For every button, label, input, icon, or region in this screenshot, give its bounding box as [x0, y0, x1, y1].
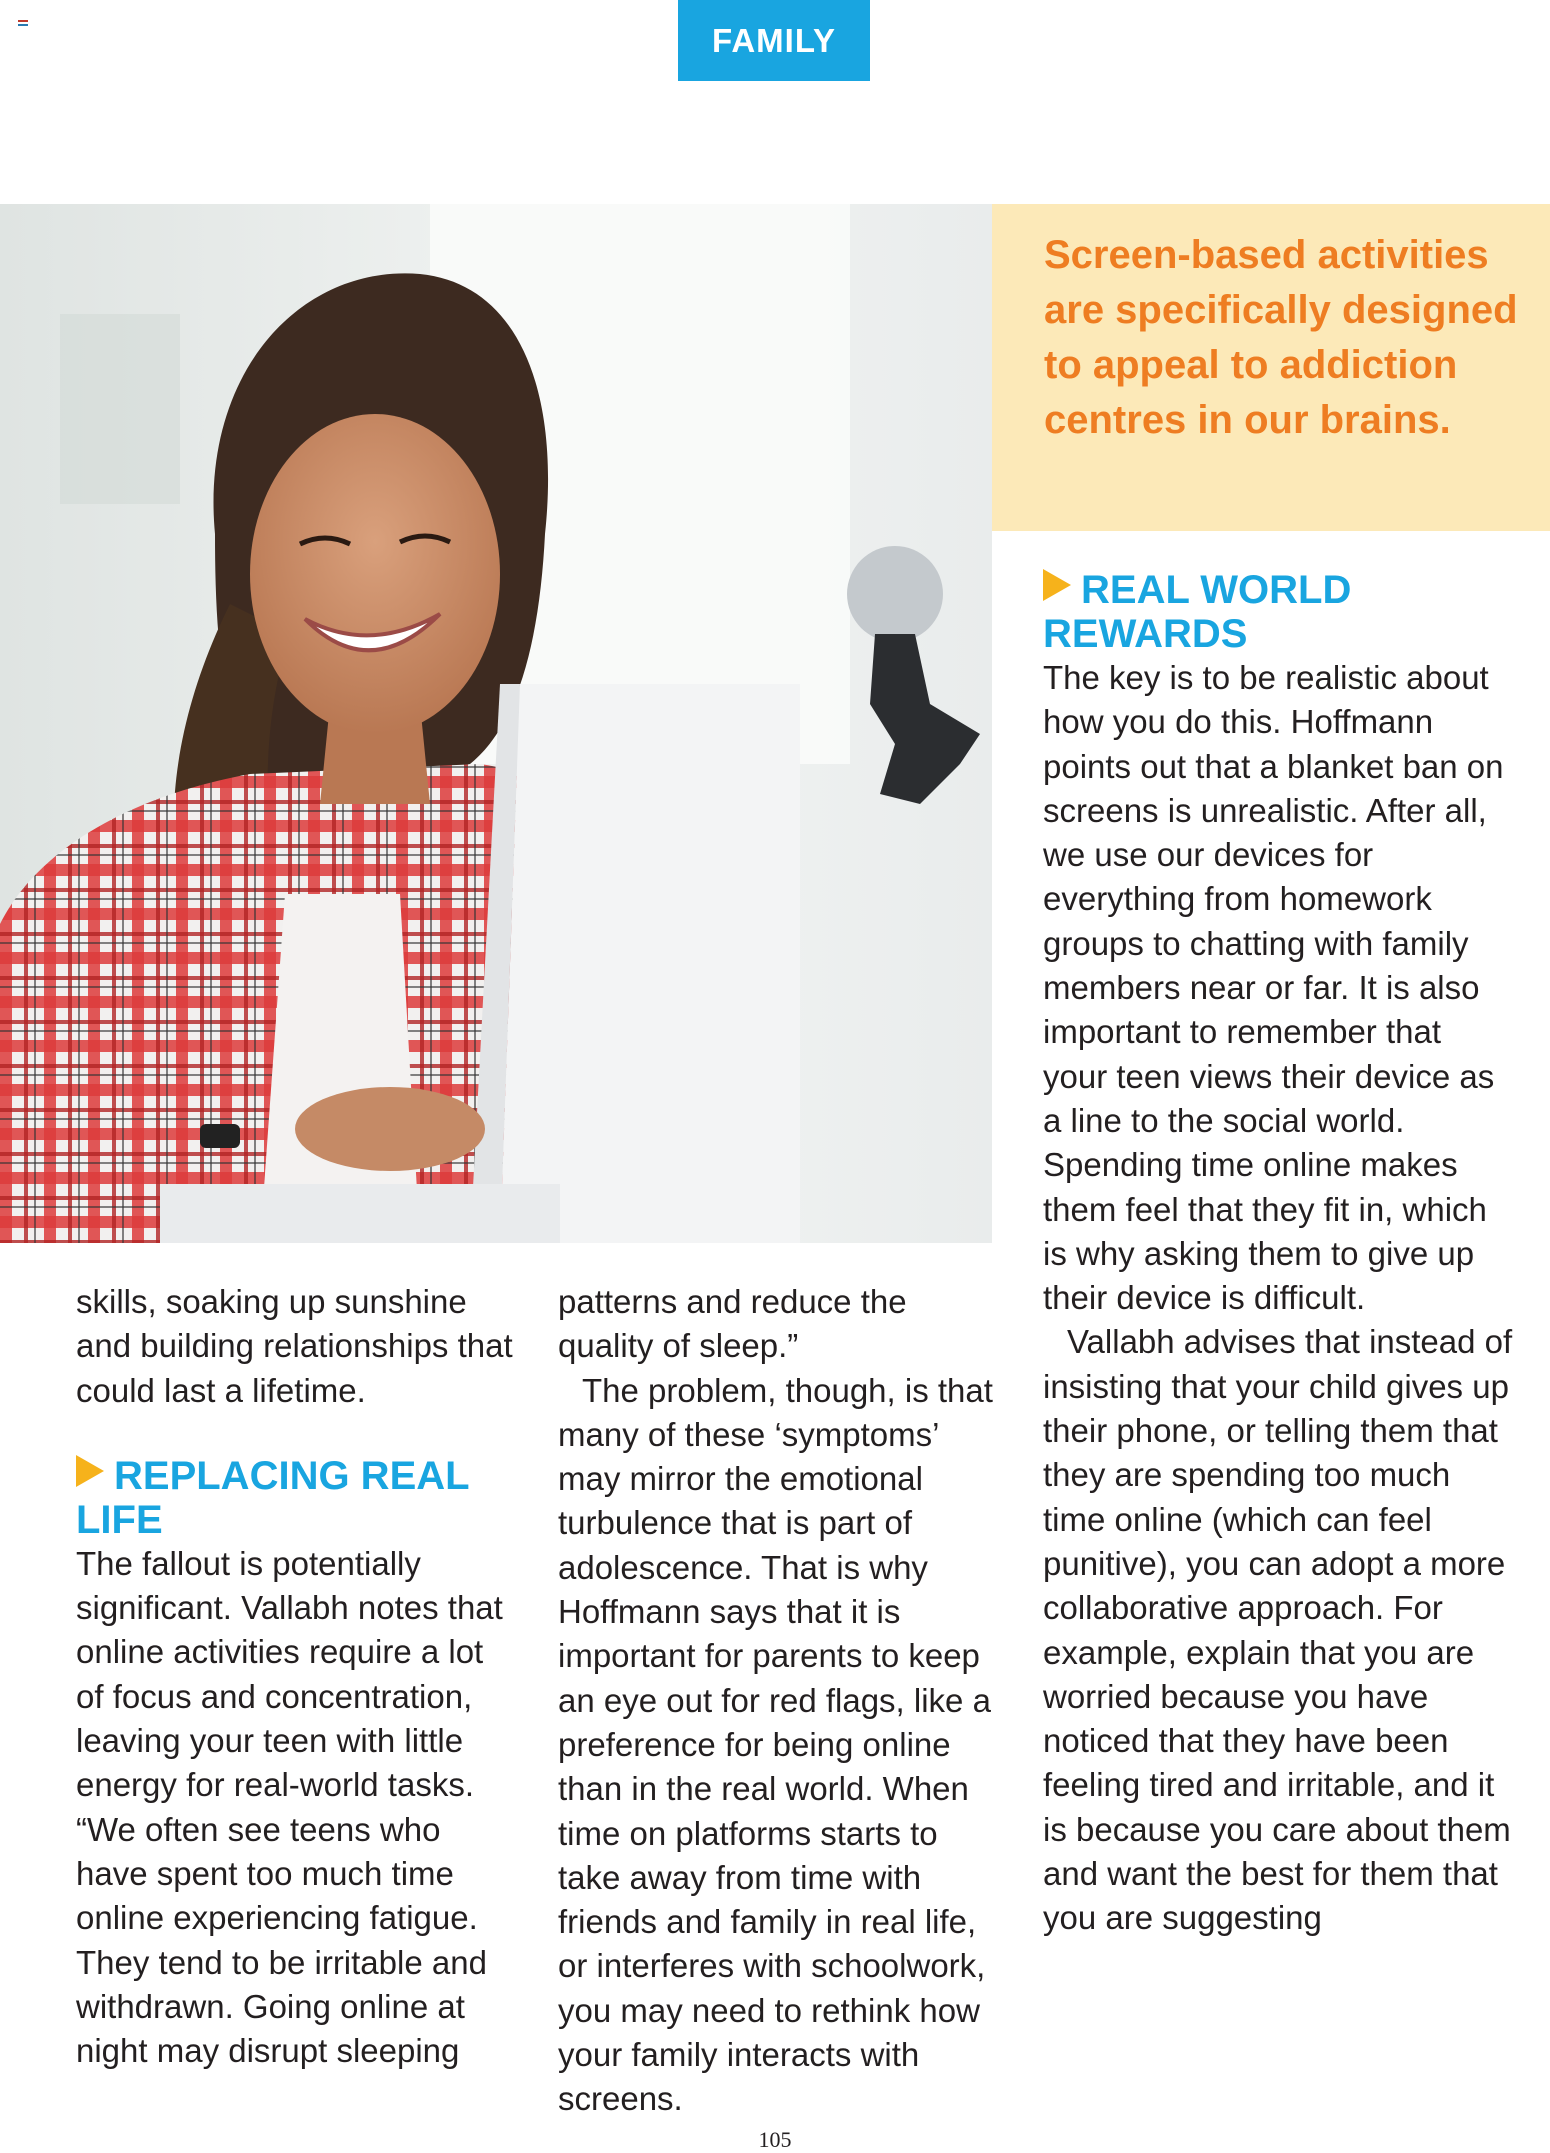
pull-quote [992, 204, 1550, 531]
heading-real-world-rewards [1043, 568, 1513, 656]
heading-replacing-real-life [76, 1454, 516, 1542]
column-2 [558, 1280, 998, 2122]
pull-quote-text: Screen-based activities are specifically designed to appeal to addiction centres in our brains. [1044, 233, 1518, 442]
heading-text: REPLACING REAL LIFE [76, 1453, 469, 1542]
column-3 [1043, 568, 1513, 1941]
column-3-para-2: Vallabh advises that instead of insisting that your child gives up their phone, or telling them that they are spending too much time online (which can feel punitive), you can adopt a more collaborative approach. For example, explain that you are worried because you have noticed that they have been feeling tired and irritable, and it is because you care about them and want the best for them that you are suggesting [1043, 1323, 1513, 1937]
heading-text: REAL WORLD REWARDS [1043, 568, 1352, 656]
column-1-intro: skills, soaking up sunshine and building relationships that could last a lifetime. [76, 1283, 513, 1409]
page-number: 105 [758, 2127, 792, 2152]
column-2-para-1: patterns and reduce the quality of sleep.” [558, 1283, 907, 1365]
triangle-arrow-icon [76, 1455, 104, 1487]
triangle-arrow-icon [1043, 569, 1071, 601]
column-1 [76, 1280, 516, 2073]
column-2-para-2: The problem, though, is that many of these ‘symptoms’ may mirror the emotional turbulence that is part of adolescence. That is why Hoffmann says that it is important for parents to keep an eye out for red flags, like a preference for being online than in the real world. When time on platforms starts to take away from time with friends and family in real life, or interferes with schoolwork, you may need to rethink how your family interacts with screens. [558, 1371, 993, 2118]
hero-photo [0, 204, 992, 1243]
corner-mark [18, 20, 28, 27]
section-label: FAMILY [712, 21, 836, 59]
section-tab [678, 0, 870, 81]
photo-illustration [0, 204, 992, 1243]
column-3-para-1: The key is to be realistic about how you do this. Hoffmann points out that a blanket ban on screens is unrealistic. After all, we use our devices for everything from homework groups to chatting with family members near or far. It is also important to remember that your teen views their device as a line to the social world. Spending time online makes them feel that they fit in, which is why asking them to give up their device is difficult. [1043, 659, 1504, 1317]
column-1-body: The fallout is potentially significant. Vallabh notes that online activities require a lot of focus and concentration, leaving your teen with little energy for real-world tasks. “We often see teens who have spent too much time online experiencing fatigue. They tend to be irritable and withdrawn. Going online at night may disrupt sleeping [76, 1544, 503, 2070]
